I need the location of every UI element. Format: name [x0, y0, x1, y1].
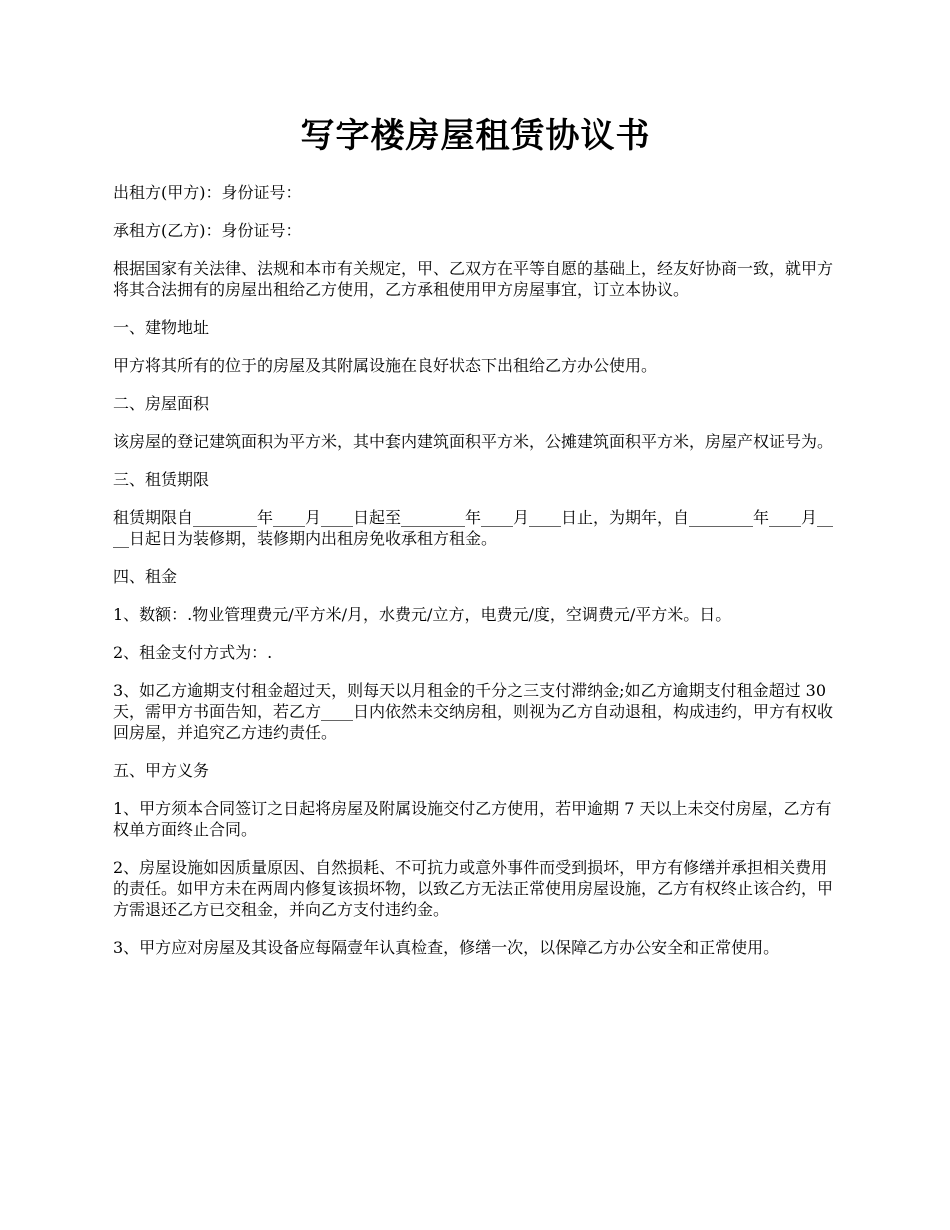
obligation-clause-2: 2、房屋设施如因质量原因、自然损耗、不可抗力或意外事件而受到损坏，甲方有修缮并承担相关费用的责任。如甲方未在两周内修复该损坏物，以致乙方无法正常使用房屋设施，乙方有权终止该合约，甲方需退还乙方已交租金，并向乙方支付违约金。 — [113, 858, 834, 919]
obligation-clause-3: 3、甲方应对房屋及其设备应每隔壹年认真检查，修缮一次，以保障乙方办公安全和正常使用。 — [113, 938, 780, 957]
section-heading-term: 三、租赁期限 — [113, 470, 210, 489]
obligation-clause-1: 1、甲方须本合同签订之日起将房屋及附属设施交付乙方使用，若甲逾期 7 天以上未交付房屋，乙方有权单方面终止合同。 — [113, 799, 832, 839]
section-heading-lessor-obligations: 五、甲方义务 — [113, 761, 210, 780]
preamble-paragraph: 根据国家有关法律、法规和本市有关规定，甲、乙双方在平等自愿的基础上，经友好协商一致，就甲方将其合法拥有的房屋出租给乙方使用，乙方承租使用甲方房屋事宜，订立本协议。 — [113, 259, 834, 299]
term-paragraph: 租赁期限自________年____月____日起至________年____月____日止，为期年，自________年____月____日起日为装修期，装修期内出租房免收承租方租金。 — [113, 508, 834, 548]
document-body — [113, 182, 838, 958]
lessee-line: 承租方(乙方)：身份证号： — [113, 221, 302, 240]
address-paragraph: 甲方将其所有的位于的房屋及其附属设施在良好状态下出租给乙方办公使用。 — [113, 356, 658, 375]
rent-clause-1: 1、数额：.物业管理费元/平方米/月，水费元/立方，电费元/度，空调费元/平方米。日。 — [113, 605, 732, 624]
section-heading-area: 二、房屋面积 — [113, 394, 210, 413]
rent-clause-2: 2、租金支付方式为：. — [113, 643, 273, 662]
section-heading-rent: 四、租金 — [113, 567, 178, 586]
area-paragraph: 该房屋的登记建筑面积为平方米，其中套内建筑面积平方米，公摊建筑面积平方米，房屋产权证号为。 — [113, 432, 834, 451]
lessor-line: 出租方(甲方)：身份证号： — [113, 183, 302, 202]
section-heading-address: 一、建物地址 — [113, 318, 210, 337]
document-title: 写字楼房屋租赁协议书 — [300, 116, 651, 156]
rent-clause-3: 3、如乙方逾期支付租金超过天，则每天以月租金的千分之三支付滞纳金;如乙方逾期支付租金超过 30 天，需甲方书面告知，若乙方____日内依然未交纳房租，则视为乙方自动退租，构成违约，甲方有权收回房屋，并追究乙方违约责任。 — [113, 681, 834, 742]
